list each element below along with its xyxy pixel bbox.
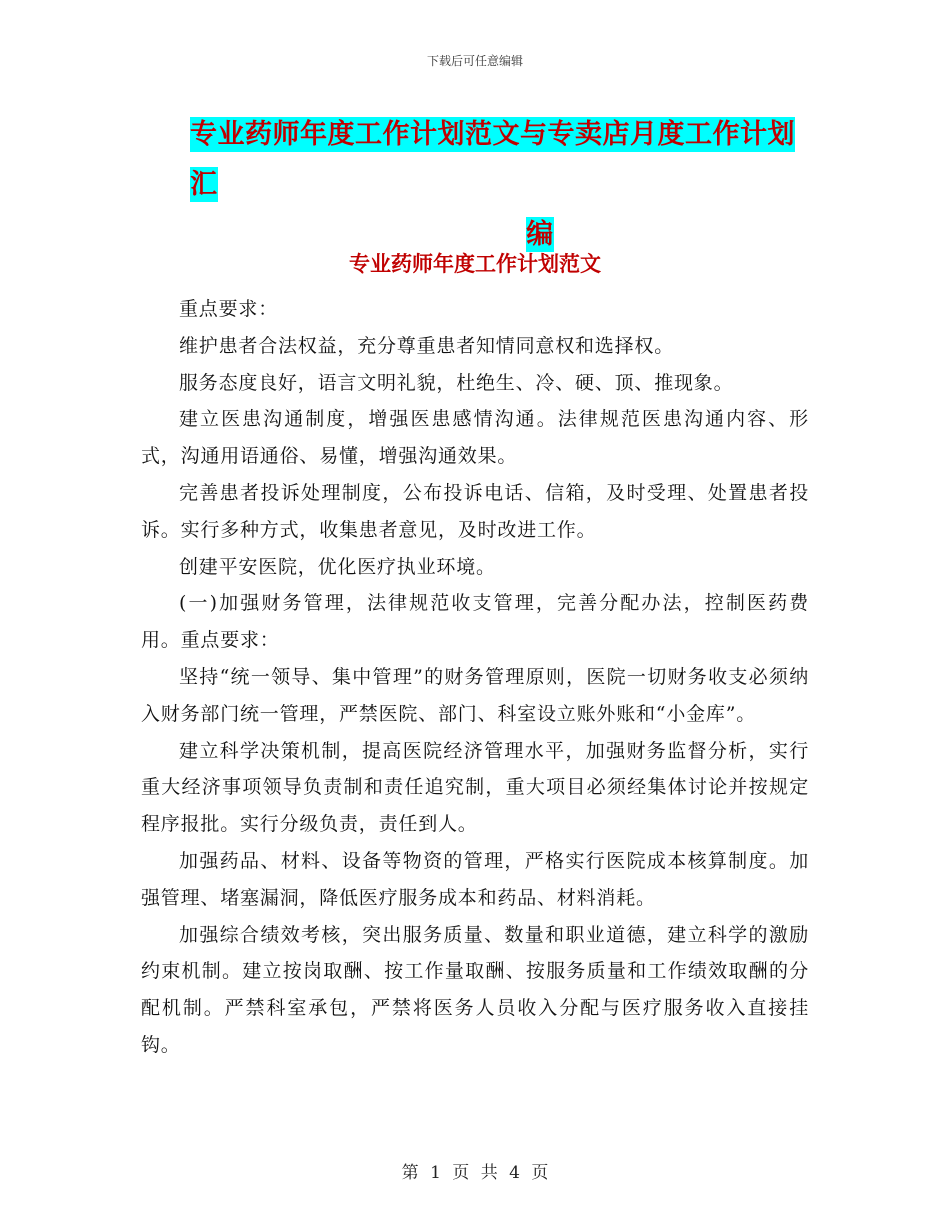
paragraph: (一)加强财务管理，法律规范收支管理，完善分配办法，控制医药费用。重点要求： xyxy=(141,592,809,652)
paragraph: 建立医患沟通制度，增强医患感情沟通。法律规范医患沟通内容、形式，沟通用语通俗、易懂，增强沟通效果。 xyxy=(141,408,809,468)
paragraph: 服务态度良好，语言文明礼貌，杜绝生、冷、硬、顶、推现象。 xyxy=(179,371,734,394)
document-title xyxy=(190,110,810,260)
paragraph: 加强药品、材料、设备等物资的管理，严格实行医院成本核算制度。加强管理、堵塞漏洞，降低医疗服务成本和药品、材料消耗。 xyxy=(141,849,809,909)
paragraph: 坚持“统一领导、集中管理”的财务管理原则，医院一切财务收支必须纳入财务部门统一管理，严禁医院、部门、科室设立账外账和“小金库”。 xyxy=(141,665,809,725)
document-title-line-1: 专业药师年度工作计划范文与专卖店月度工作计划汇 xyxy=(190,119,795,200)
paragraph: 创建平安医院，优化医疗执业环境。 xyxy=(179,555,496,578)
section-title: 专业药师年度工作计划范文 xyxy=(349,252,601,276)
page-header: 下载后可任意编辑 xyxy=(426,54,523,68)
paragraph: 建立科学决策机制，提高医院经济管理水平，加强财务监督分析，实行重大经济事项领导负责制和责任追究制，重大项目必须经集体讨论并按规定程序报批。实行分级负责，责任到人。 xyxy=(141,739,809,836)
paragraph: 维护患者合法权益，充分尊重患者知情同意权和选择权。 xyxy=(179,334,675,357)
page-footer: 第 1 页 共 4 页 xyxy=(401,1163,549,1183)
paragraph: 重点要求： xyxy=(179,298,279,320)
document-title-line-2: 编 xyxy=(526,219,554,250)
paragraph: 加强综合绩效考核，突出服务质量、数量和职业道德，建立科学的激励约束机制。建立按岗取酬、按工作量取酬、按服务质量和工作绩效取酬的分配机制。严禁科室承包，严禁将医务人员收入分配与医疗服务收入直接挂钩。 xyxy=(141,923,809,1056)
body-text xyxy=(141,291,809,1064)
paragraph: 完善患者投诉处理制度，公布投诉电话、信箱，及时受理、处置患者投诉。实行多种方式，收集患者意见，及时改进工作。 xyxy=(141,481,809,541)
